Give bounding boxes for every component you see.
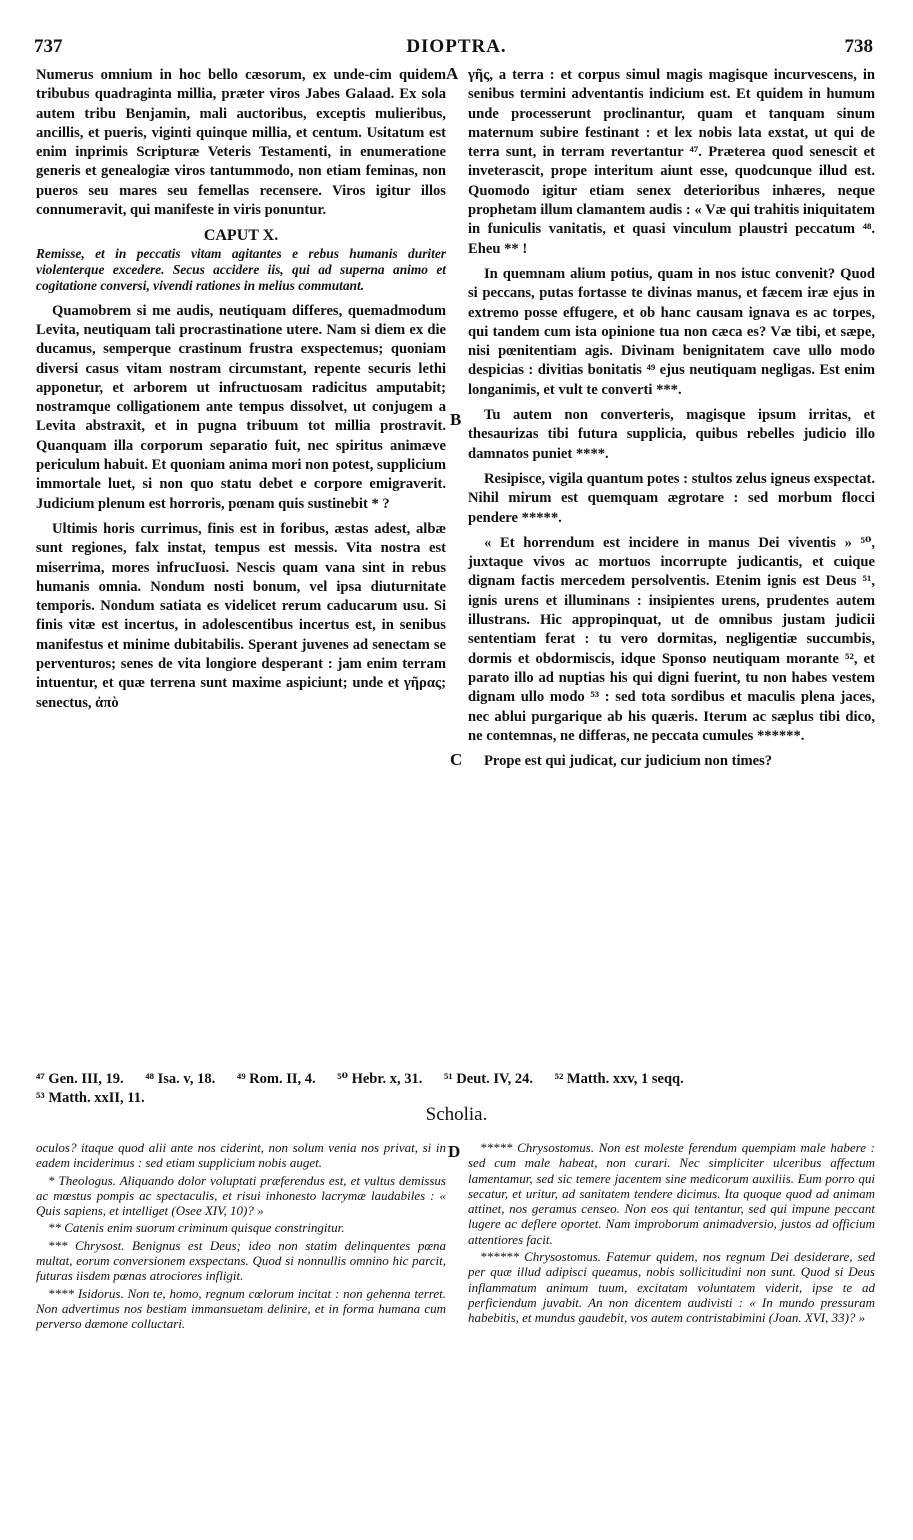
footnote-48: ⁴⁸ Isa. v, 18. (145, 1071, 216, 1087)
footnote-52: ⁵² Matth. xxv, 1 seqq. (554, 1071, 684, 1087)
footnote-47: ⁴⁷ Gen. III, 19. (36, 1071, 124, 1087)
margin-letter-b: B (450, 410, 462, 429)
scholia-left-1: oculos? itaque quod alii ante nos ciderint, non solum venia nos privat, si in eadem inciderimus : sed etiam supplicium nobis auget. (36, 1140, 446, 1171)
scholia-heading: Scholia. (425, 1104, 488, 1125)
right-paragraph-4: Resipisce, vigila quantum potes : stultos zelus igneus exspectat. Nihil mirum est quemquam ægrotare : sed morbum flocci pendere *****. (468, 470, 875, 526)
right-text-column (468, 66, 875, 777)
chapter-title: CAPUT X. (203, 227, 279, 245)
left-page-number: 737 (34, 36, 63, 57)
footnote-51: ⁵¹ Deut. IV, 24. (443, 1071, 533, 1087)
chapter-summary: Remisse, et in peccatis vitam agitantes e rebus humanis duriter violenterque excedere. Secus accidere iis, qui ad superna animo et cogitatione conversi, vivendi rationes in melius commutant. (36, 245, 446, 293)
footnote-53: ⁵³ Matth. xxII, 11. (36, 1090, 145, 1106)
margin-letter-d: D (448, 1142, 461, 1161)
footnote-50: ⁵⁰ Hebr. x, 31. (337, 1071, 423, 1087)
right-paragraph-3: Tu autem non converteris, magisque ipsum irritas, et thesaurizas tibi futura supplicia, quibus rebelles judicio illo damnatos puniet ****. (468, 407, 875, 462)
scholia-right-2: ****** Chrysostomus. Fatemur quidem, nos regnum Dei desiderare, sed per quæ illud adipisci queamus, nobis sollicitudini non sunt. Quod si Deus inflammatum animum tuum, excitatam voluntatem viderit, ipse te ad perficiendum juvabit. An non dicentem audivisti : « In mundo pressuram habebitis, et mundus gaudebit, vos autem contristabimini (Joan. XVI, 33)? » (468, 1249, 875, 1326)
left-paragraph-2: Quamobrem si me audis, neutiquam differes, quemadmodum Levita, neutiquam tali procrastinatione utere. Nam si diem ex die ducamus, semperque crastinum frustra exspectemus; quoniam diversi casus vitam nostram circumstant, repente securis lethi apponetur, et arborem ut infructuosam radicitus amputabit; nostramque colligationem ante tempus dissolvet, ut conjugem a Levita abstraxit, et in pugna tribuum tot millia prostravit. Quanquam illa corporum separatio fuit, nec spiritus animæve periculum habuit. Et quoniam anima mori non potest, supplicium immortale luet, si non quo statu debet e corpore emigraverit. Judicium plenum est horroris, pœnam quis sustinebit * ? (36, 302, 446, 512)
running-title: DIOPTRA. (406, 36, 507, 57)
scholia-left-3: ** Catenis enim suorum criminum quisque constringitur. (48, 1220, 345, 1236)
scholia-right-1: ***** Chrysostomus. Non est moleste ferendum quempiam male habere : sed cum male habeat, non curari. Nec simpliciter ulceribus affectum lamentamur, sed sic temere jacentem sine medicorum auxiliis. Eum porro qui secatur, et uritur, ad sanitatem tendere dicimus. Ita quoque quod ad animam attinet, nos geramus censeo. Non eos qui tentantur, sed qui impune peccant lugere ac deflere oportet. Nam improborum animadversio, justos ad officium attentiores facit. (468, 1140, 875, 1247)
right-paragraph-6: Prope est qui judicat, cur judicium non times? (484, 753, 773, 770)
scholia-left-4: *** Chrysost. Benignus est Deus; ideo non statim delinquentes pœna multat, eorum conversionem exspectans. Quod si nonnullis omnino hic parcit, futuras iisdem pœnas atrociores infligit. (36, 1237, 446, 1284)
scholia-left-column (36, 1140, 446, 1334)
right-paragraph-5: « Et horrendum est incidere in manus Dei viventis » ⁵⁰, juxtaque vivos ac mortuos incorrupte judicantis, et cuique dignam factis mercedem persolventis. Etenim ignis est Deus ⁵¹, ignis urens et illuminans : insipientes urens, prudentes autem illustrans. Hic appropinquat, ut de omnibus justam judicii sententiam ferat : tu vero dormitas, negligentiæ succumbis, dormis et obdormiscis, idque Sponso neutiquam morante ⁵², et parato illo ad nuptias his qui digni fuerint, tu non habes vestem dignam ullo modo ⁵³ : sed tota sordibus et maculis plena jaces, nec ablui purgarique ab his quæris. Iterum ac sæplus tibi dico, ne contemnas, ne differas, ne peccata cumules ******. (468, 534, 875, 744)
right-paragraph-2: In quemnam alium potius, quam in nos istuc convenit? Quod si peccans, putas fortasse te divinas manus, et fæcem iræ ejus in extremo posse effugere, et ob hanc causam ignava es ac torpes, qui tandem cum ista opinione tua non cæca es? Væ tibi, et sæpe, nisi pœnitentiam agis. Divinam benignitatem cave ullo modo despicias : divitias bonitatis ⁴⁹ ejus neutiquam negligas. Est enim longanimis, et vult te converti ***. (468, 265, 875, 398)
left-text-column (36, 66, 446, 719)
scholia-right-column (468, 1140, 875, 1328)
margin-letter-a: A (446, 64, 459, 83)
footnote-49: ⁴⁹ Rom. II, 4. (236, 1071, 316, 1087)
left-paragraph-3: Ultimis horis currimus, finis est in foribus, æstas adest, albæ sunt regiones, falx instat, tempus est messis. Vita nostra est miserrima, mores infrucIuosi. Nescis quam vana sint in rebus humanis omnia. Nondum nosti bonum, vel ipsa diuturnitate temporis. Nondum satiata es videlicet rerum caducarum usu. Si finis vitæ est incertus, in adolescentibus incertus est, in senibus manifestus et minime dubitabilis. Sperant juvenes ad senectam se perventuros; senes de vita longiore desperant : jam enim terram intuentur, et quæ terrena sunt maxime aspiciunt; unde et γῆρας; senectus, ἀπὸ (36, 520, 446, 711)
left-paragraph-1: Numerus omnium in hoc bello cæsorum, ex unde-cim quidem tribubus quadraginta millia, præter viros Jabes Galaad. Ex sola autem tribu Benjamin, mali auctoribus, exceptis mulieribus, ancillis, et pueris, viginti quinque millia, et centum. Usitatum est enim inprimis Scripturæ Veteris Testamenti, in enumeratione generis et genealogiæ viros tantummodo, non etiam feminas, non pueros seu mares seu femellas recensere. Viros igitur illos connumeravit, qui manifeste in viris ponuntur. (36, 67, 446, 219)
scholia-left-2: * Theologus. Aliquando dolor voluptati præferendus est, et vultus demissus ac mœstus pompis ac spectaculis, et risui inhonesto lacrymæ laudabiles : « Quis sapiens, et intelliget (Osee XIV, 10)? » (36, 1172, 446, 1219)
margin-letter-c: C (450, 750, 463, 769)
right-paragraph-1: γῆς, a terra : et corpus simul magis magisque incurvescens, in senibus termini adventantis indicium est. Et quidem in humum unde processerunt proclinantur, quam et tanquam sinum maternum subire festinant : et lex nobis lata exstat, ut qui de terra sunt, in terram revertantur ⁴⁷. Præterea quod senescit et inveterascit, prope interitum aiunt esse, quodcunque illud est. Quomodo igitur etiam senex deterioribus inhæres, neque prophetam illum clamantem audis : « Væ qui trahitis iniquitatem in funiculis vanitatis, et quasi vinculum plaustri peccatum ⁴⁸. Eheu ** ! (468, 67, 875, 257)
scholia-left-5: **** Isidorus. Non te, homo, regnum cœlorum incitat : non gehenna terret. Non advertimus nos bestiam immansuetam delinire, et in forma humana cum perverso dæmone colluctari. (36, 1285, 446, 1332)
right-page-number: 738 (844, 36, 873, 57)
footnotes (36, 1070, 886, 1108)
